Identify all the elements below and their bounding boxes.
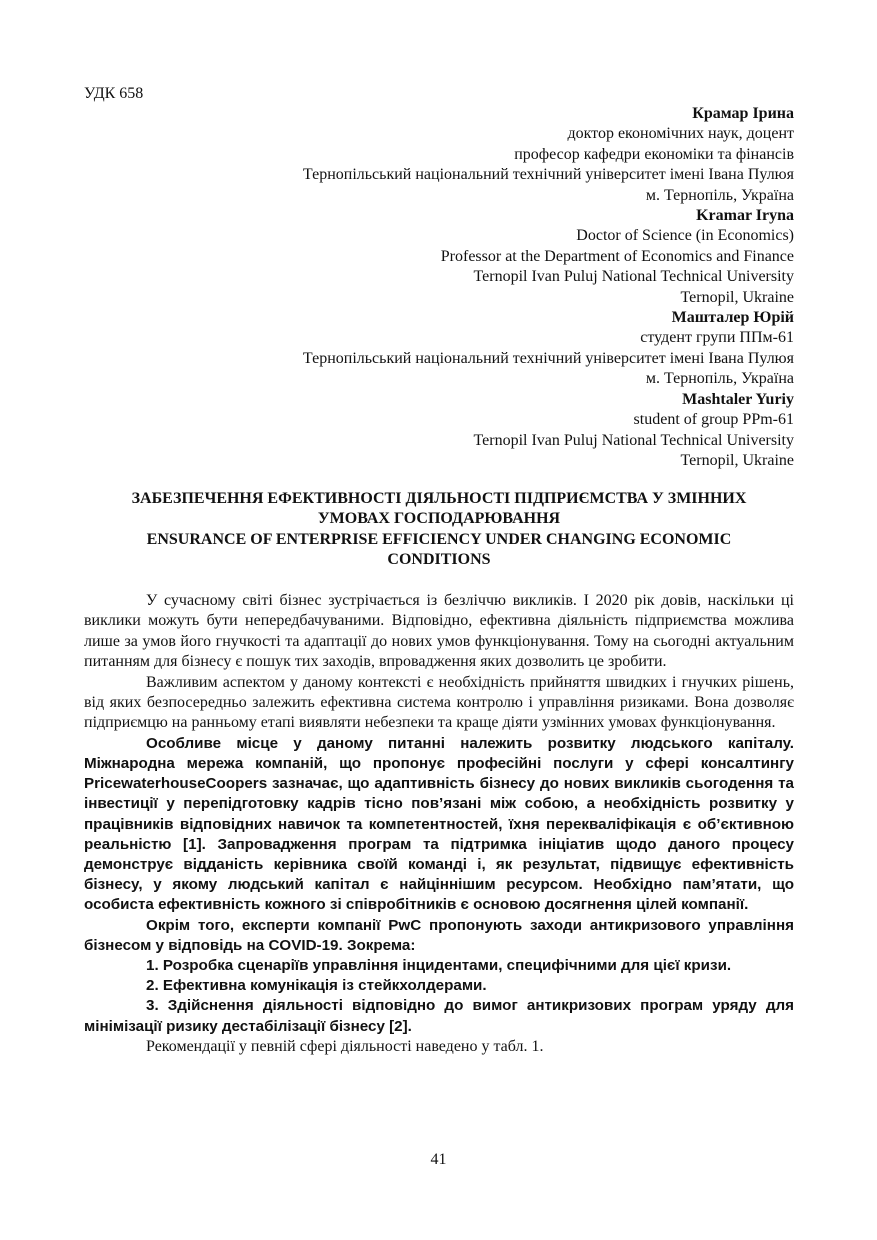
author-position: Professor at the Department of Economics and Finance xyxy=(440,247,794,265)
author-affiliation: Ternopil Ivan Puluj National Technical University xyxy=(473,268,794,286)
list-item: 1. Розробка сценаріїв управління інцидентами, специфічними для цієї кризи. xyxy=(146,957,732,975)
body-paragraph: Особливе місце у даному питанні належить розвитку людського капіталу. Міжнародна мережа компаній, що пропонує професійні послуги у сфері консалтингу PricewaterhouseCoopers зазначає, що адаптивність бізнесу до нових викликів сьогодення та інвестиції у перепідготовку кадрів тісно пов’язані між собою, а необхідність розвитку у працівників відповідних навичок та компетентностей, їхня перекваліфікація є об’єктивною реальністю [1]. Запровадження програм та підтримка ініціатив щодо даного процесу демонструє відданість керівника своїй команді і, як результат, підвищує ефективність бізнесу, у якому людський капітал є найціннішим ресурсом. Необхідно пам’ятати, що особиста ефективність кожного зі співробітників є основою досягнення цілей компанії. xyxy=(84,734,794,914)
author-name: Машталер Юрій xyxy=(671,309,794,327)
title-en-line: ENSURANCE OF ENTERPRISE EFFICIENCY UNDER CHANGING ECONOMIC xyxy=(146,530,732,548)
body-paragraph: У сучасному світі бізнес зустрічається із безліччю викликів. І 2020 рік довів, наскільки ці виклики можуть бути непередбачуваними. Відповідно, ефективна діяльність підприємства можлива лише за умов його гнучкості та адаптації до нових умов функціонування. Тому на сьогодні актуальним питанням для бізнесу є пошук тих заходів, впровадження яких дозволить це зробити. xyxy=(84,592,794,671)
author-degree: доктор економічних наук, доцент xyxy=(567,125,794,143)
author-location: Ternopil, Ukraine xyxy=(680,288,794,306)
body-paragraph: Важливим аспектом у даному контексті є необхідність прийняття швидких і гнучких рішень, від яких безпосередньо залежить ефективна система контролю і управління ризиками. Вона дозволяє підприємцю на ранньому етапі виявляти небезпеки та краще діяти узмінних умовах функціонування. xyxy=(84,673,794,732)
author-position: student of group PPm-61 xyxy=(633,411,794,429)
list-item: 2. Ефективна комунікація із стейкхолдерами. xyxy=(146,977,487,995)
udk-code: УДК 658 xyxy=(84,85,144,102)
author-location: Ternopil, Ukraine xyxy=(680,451,794,469)
body-paragraph: Окрім того, експерти компанії PwC пропонують заходи антикризового управління бізнесом у відповідь на COVID-19. Зокрема: xyxy=(84,916,794,954)
author-position: студент групи ППм-61 xyxy=(640,329,794,347)
author-affiliation: Тернопільський національний технічний університет імені Івана Пулюя xyxy=(302,349,794,367)
author-location: м. Тернопіль, Україна xyxy=(645,186,794,204)
author-affiliation: Ternopil Ivan Puluj National Technical University xyxy=(473,431,794,449)
author-name: Mashtaler Yuriy xyxy=(682,390,794,408)
list-item: 3. Здійснення діяльності відповідно до вимог антикризових програм уряду для мінімізації ризику дестабілізації бізнесу [2]. xyxy=(84,997,794,1035)
author-degree: Doctor of Science (in Economics) xyxy=(576,227,794,245)
title-en-line: CONDITIONS xyxy=(387,551,491,569)
author-position: професор кафедри економіки та фінансів xyxy=(514,145,794,163)
title-ua-line: УМОВАХ ГОСПОДАРЮВАННЯ xyxy=(317,510,561,528)
author-block xyxy=(84,104,794,471)
article-title xyxy=(84,489,794,571)
body-paragraph: Рекомендації у певній сфері діяльності наведено у табл. 1. xyxy=(146,1037,544,1055)
title-ua-line: ЗАБЕЗПЕЧЕННЯ ЕФЕКТИВНОСТІ ДІЯЛЬНОСТІ ПІДПРИЄМСТВА У ЗМІННИХ xyxy=(131,490,747,507)
author-name: Крамар Ірина xyxy=(692,105,794,122)
author-name: Kramar Iryna xyxy=(696,207,794,225)
author-affiliation: Тернопільський національний технічний університет імені Івана Пулюя xyxy=(302,166,794,184)
author-location: м. Тернопіль, Україна xyxy=(645,370,794,388)
page-number: 41 xyxy=(430,1151,447,1168)
article-body xyxy=(84,591,794,1057)
